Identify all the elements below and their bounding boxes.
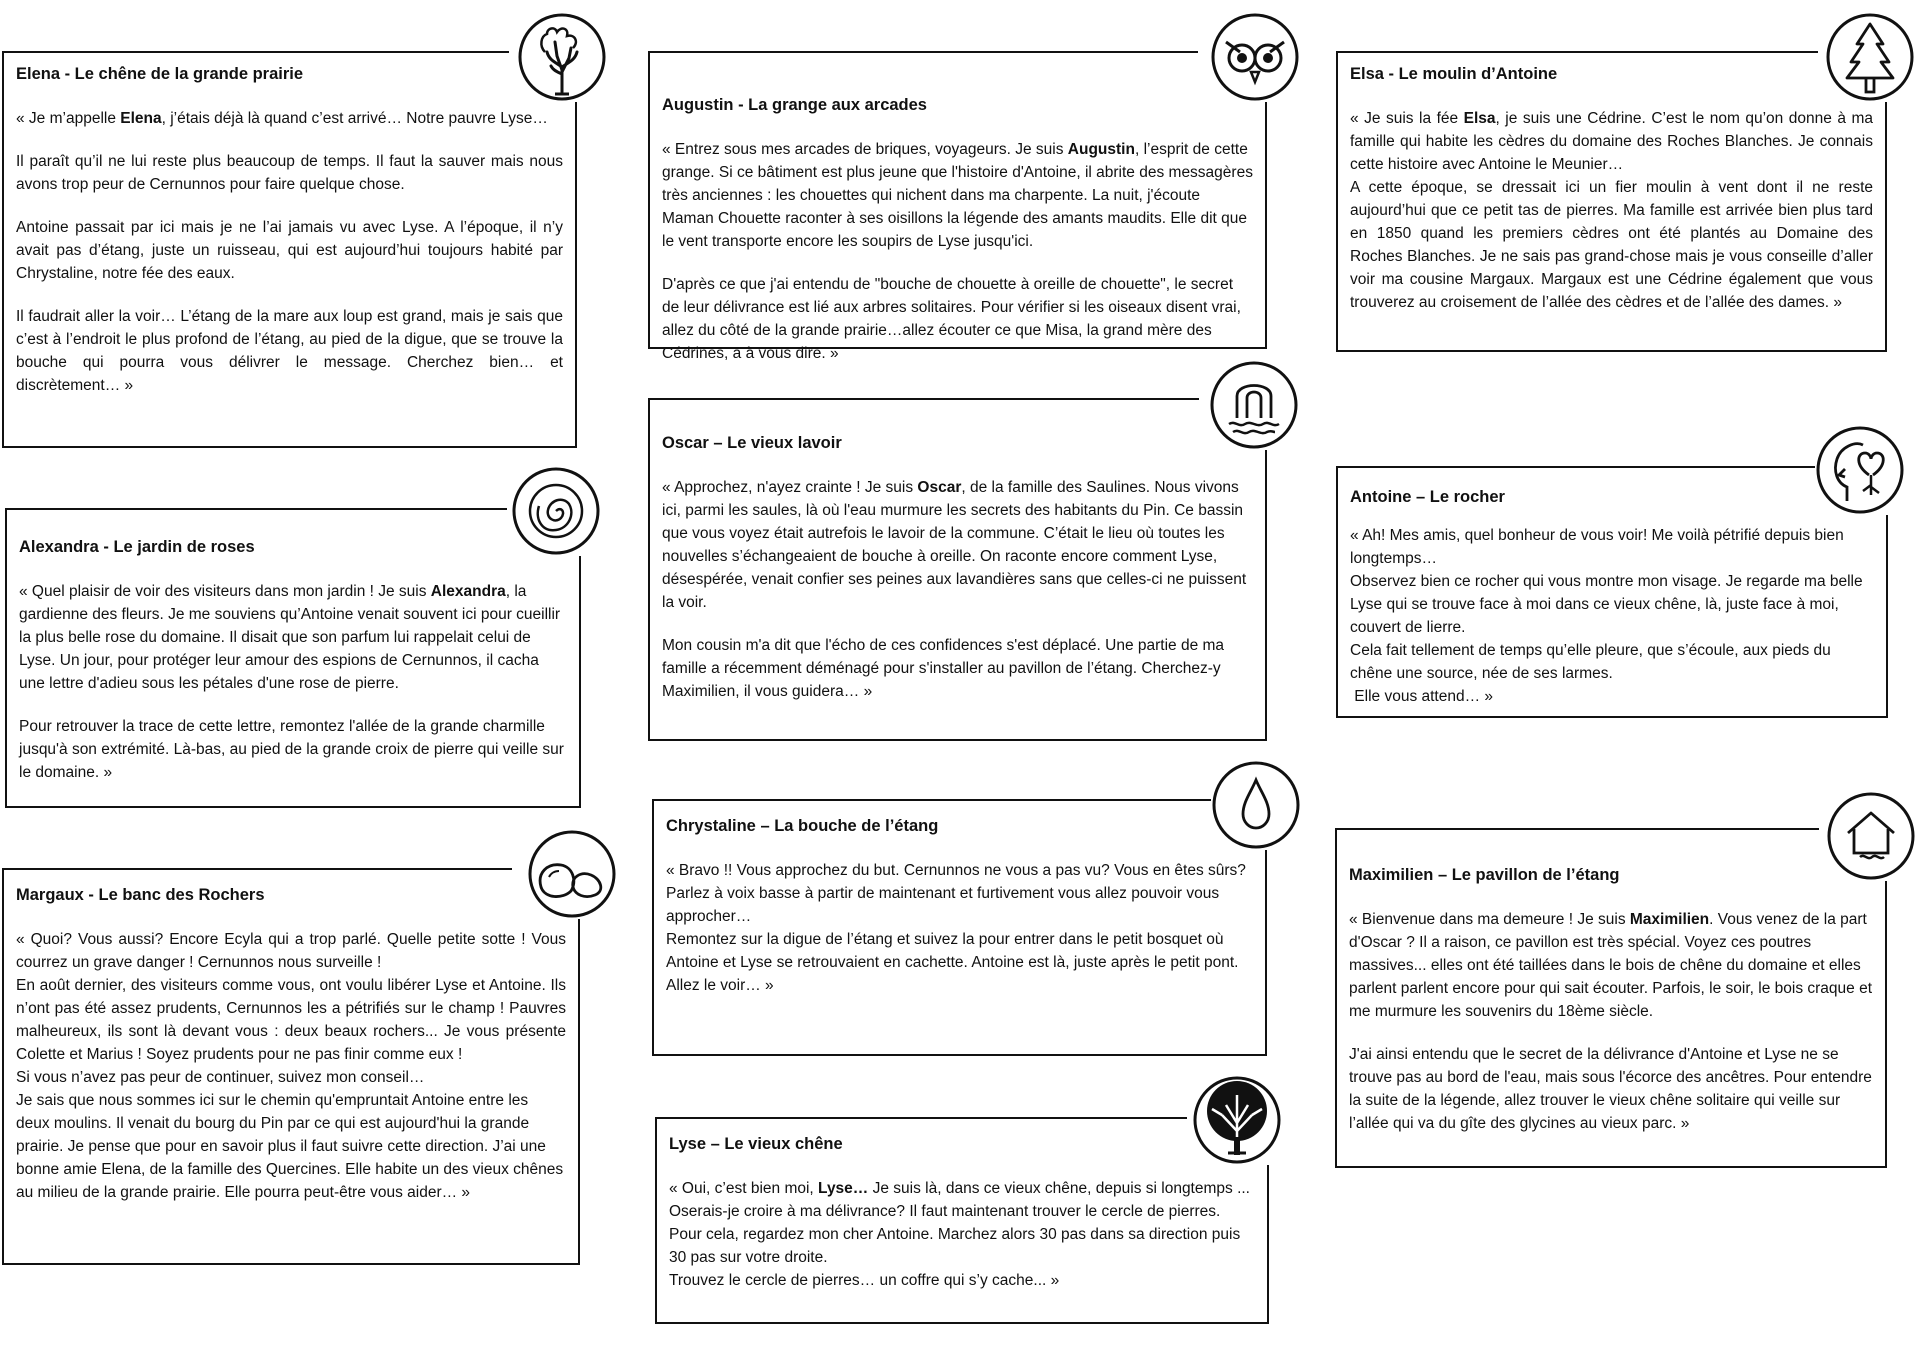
- card-lyse: [655, 1117, 1269, 1324]
- paragraph: « Approchez, n'ayez crainte ! Je suis Oscar, de la famille des Saulines. Nous vivons ici, parmi les saules, là où l'eau murmure les secrets des habitants du Pin. Ce bassin que vous voyez était autrefois le lavoir de la commune. C’était le lieu où toutes les nouvelles s’échangeaient de bouche à oreille. On raconte encore comment Lyse, désespérée, venait confier ses peines aux lavandières sans que celles-ci ne puissent la voir.: [662, 478, 1247, 611]
- card-body: [1350, 107, 1873, 314]
- paragraph: Antoine passait par ici mais je ne l’ai jamais vu avec Lyse. A l’époque, il n’y avait pas d’étang, juste un ruisseau, qui est aujourd’hui toujours habité par Chrystaline, notre fée des eaux.: [16, 218, 563, 282]
- card-body: [1349, 908, 1873, 1135]
- text-line: « Quoi? Vous aussi? Encore Ecyla qui a trop parlé. Quelle petite sotte ! Vous courrez un grave danger ! Cernunnos nous surveille !: [16, 930, 566, 971]
- text-line: Trouvez le cercle de pierres… un coffre qui s’y cache... »: [669, 1271, 1060, 1289]
- card-body: [666, 859, 1253, 997]
- card-augustin: [648, 51, 1267, 362]
- paragraph: « Bienvenue dans ma demeure ! Je suis Maximilien. Vous venez de la part d'Oscar ? Il a raison, ce pavillon est très spécial. Voyez ces poutres massives... elles ont été taillées dans le bois de chêne du domaine et elles parlent parlent encore pour qui sait écouter. Parfois, le soir, le bois craque et me murmure les souvenirs du 18ème siècle.: [1349, 910, 1872, 1020]
- text-line: Elle vous attend… »: [1350, 687, 1494, 705]
- paragraph: « Je m’appelle Elena, j’étais déjà là quand c’est arrivé… Notre pauvre Lyse…: [16, 109, 548, 127]
- card-margaux: [2, 868, 580, 1265]
- card-title: Margaux - Le banc des Rochers: [16, 886, 265, 904]
- paragraph: J'ai ainsi entendu que le secret de la délivrance d'Antoine et Lyse ne se trouve pas au bord de l'eau, mais sous l'écorce des ancêtres. Pour entendre la suite de la légende, allez trouver le vieux chêne solitaire qui veille sur l’allée qui va du gîte des glycines au vieux parc. »: [1349, 1045, 1872, 1132]
- card-body: [16, 107, 563, 397]
- card-body: [19, 580, 567, 784]
- card-oscar: [648, 398, 1267, 741]
- text-line: « Ah! Mes amis, quel bonheur de vous voir! Me voilà pétrifié depuis bien longtemps…: [1350, 526, 1844, 567]
- text-line: Je sais que nous sommes ici sur le chemin qu'empruntait Antoine entre les deux moulins. Il venait du bourg du Pin par ce qui est aujourd'hui la grande prairie. Je pense que pour en savoir plus il faut suivre cette direction. J’ai une bonne amie Elena, de la famille des Quercines. Elle habite un des vieux chênes au milieu de la grande prairie. Elle pourra peut-être vous aider… »: [16, 1091, 564, 1201]
- card-body: [1350, 524, 1874, 708]
- text-line: Pour cela, regardez mon cher Antoine. Marchez alors 30 pas dans sa direction puis 30 pas sur votre droite.: [669, 1225, 1241, 1266]
- card-body: [662, 138, 1253, 365]
- house-water-icon: [1826, 791, 1916, 881]
- rocks-icon: [527, 829, 617, 919]
- water-drop-icon: [1211, 760, 1301, 850]
- paragraph: A cette époque, se dressait ici un fier moulin à vent dont il ne reste aujourd’hui que ce petit tas de pierres. Ma famille est arrivée bien plus tard en 1850 quand les premiers cèdres ont été plantés au Domaine des Roches Blanches. Je ne sais pas grand-chose mais je vous conseille d’aller voir ma cousine Margaux. Margaux est une Cédrine également que vous trouverez au croisement de l’allée des cèdres et de l’allée des dames. »: [1350, 178, 1873, 311]
- text-line: Cela fait tellement de temps qu’elle pleure, que s’écoule, aux pieds du chêne une source, née de ses larmes.: [1350, 641, 1831, 682]
- text-line: Remontez sur la digue de l’étang et suivez la pour entrer dans le petit bosquet où Antoine et Lyse se retrouvaient en cachette. Antoine est là, juste après le petit pont. Allez le voir… »: [666, 930, 1239, 994]
- card-title: Chrystaline – La bouche de l’étang: [666, 817, 939, 835]
- text-line: « Bravo !! Vous approchez du but. Cernunnos ne vous a pas vu? Vous en êtes sûrs?: [666, 861, 1246, 879]
- paragraph: Mon cousin m'a dit que l'écho de ces confidences s'est déplacé. Une partie de ma famille a récemment déménagé pour s'installer au pavillon de l’étang. Cherchez-y Maximilien, il vous guidera… »: [662, 636, 1225, 700]
- paragraph: D'après ce que j'ai entendu de "bouche de chouette à oreille de chouette", le secret de leur délivrance est lié aux arbres solitaires. Pour vérifier si les oiseaux disent vrai, allez du côté de la grande prairie…allez écouter ce que Misa, la grand mère des Cédrines, a à vous dire. »: [662, 275, 1241, 362]
- card-body: [669, 1177, 1255, 1292]
- card-title: Lyse – Le vieux chêne: [669, 1135, 843, 1153]
- card-title: Augustin - La grange aux arcades: [662, 96, 927, 114]
- card-title: Elsa - Le moulin d’Antoine: [1350, 65, 1558, 83]
- fir-tree-icon: [1825, 12, 1915, 102]
- card-body: [16, 928, 566, 1204]
- text-line: « Oui, c’est bien moi, Lyse… Je suis là, dans ce vieux chêne, depuis si longtemps ...: [669, 1179, 1250, 1197]
- card-elsa: [1336, 51, 1887, 352]
- paragraph: Pour retrouver la trace de cette lettre, remontez l'allée de la grande charmille jusqu'à son extrémité. Là-bas, au pied de la grande croix de pierre qui veille sur le domaine. »: [19, 717, 564, 781]
- fountain-icon: [1209, 360, 1299, 450]
- card-title: Elena - Le chêne de la grande prairie: [16, 65, 304, 83]
- paragraph: « Entrez sous mes arcades de briques, voyageurs. Je suis Augustin, l’esprit de cette grange. Si ce bâtiment est plus jeune que l'histoire d'Antoine, il abrite des messagères très anciennes : les chouettes qui nichent dans ma charpente. La nuit, j'écoute Maman Chouette raconter à ses oisillons la légende des amants maudits. Elle dit que le vent transporte encore les soupirs de Lyse jusqu'ici.: [662, 140, 1253, 250]
- card-title: Alexandra - Le jardin de roses: [19, 538, 255, 556]
- card-elena: [2, 51, 577, 448]
- card-title: Maximilien – Le pavillon de l’étang: [1349, 866, 1620, 884]
- owl-icon: [1210, 12, 1300, 102]
- card-maximilien: [1335, 828, 1887, 1168]
- card-chrystaline: [652, 799, 1267, 1056]
- card-body: [662, 476, 1253, 703]
- card-title: Antoine – Le rocher: [1350, 488, 1505, 506]
- paragraph: Il paraît qu’il ne lui reste plus beaucoup de temps. Il faut la sauver mais nous avons trop peur de Cernunnos pour faire quelque chose.: [16, 152, 563, 193]
- card-antoine: [1336, 466, 1888, 718]
- card-alexandra: [5, 508, 581, 808]
- card-title: Oscar – Le vieux lavoir: [662, 434, 842, 452]
- paragraph: « Je suis la fée Elsa, je suis une Cédrine. C’est le nom qu’on donne à ma famille qui habite les cèdres du domaine des Roches Blanches. Je connais cette histoire avec Antoine le Meunier…: [1350, 109, 1873, 173]
- text-line: En août dernier, des visiteurs comme vous, ont voulu libérer Lyse et Antoine. Ils n’ont pas été assez prudents, Cernunnos les a pétrifiés sur le champ ! Pauvres malheureux, ils sont là devant vous : deux beaux rochers... Je vous présente Colette et Marius ! Soyez prudents pour ne pas finir comme eux !: [16, 976, 566, 1063]
- paragraph: Il faudrait aller la voir… L’étang de la mare aux loup est grand, mais je sais que c’est à l’endroit le plus profond de l’étang, au pied de la digue, que se trouve la bouche qui pourra vous délivrer le message. Cherchez bien… et discrètement… »: [16, 307, 563, 394]
- tree-of-life-icon: [1192, 1075, 1282, 1165]
- paragraph: « Quel plaisir de voir des visiteurs dans mon jardin ! Je suis Alexandra, la gardienne des fleurs. Je me souviens qu’Antoine venait souvent ici pour cueillir la plus belle rose du domaine. Il disait que son parfum lui rappelait celui de Lyse. Un jour, pour protéger leur amour des espions de Cernunnos, il cacha une lettre d'adieu sous les pétales d'une rose de pierre.: [19, 582, 561, 692]
- text-line: Parlez à voix basse à partir de maintenant et furtivement vous allez pouvoir vous approcher…: [666, 884, 1220, 925]
- oak-tree-icon: [517, 12, 607, 102]
- head-heart-icon: [1815, 425, 1905, 515]
- text-line: Observez bien ce rocher qui vous montre mon visage. Je regarde ma belle Lyse qui se trouve face à moi dans ce vieux chêne, là, juste face à moi, couvert de lierre.: [1350, 572, 1863, 636]
- rose-icon: [511, 466, 601, 556]
- text-line: Oserais-je croire à ma délivrance? Il faut maintenant trouver le cercle de pierres.: [669, 1202, 1221, 1220]
- text-line: Si vous n’avez pas peur de continuer, suivez mon conseil…: [16, 1068, 425, 1086]
